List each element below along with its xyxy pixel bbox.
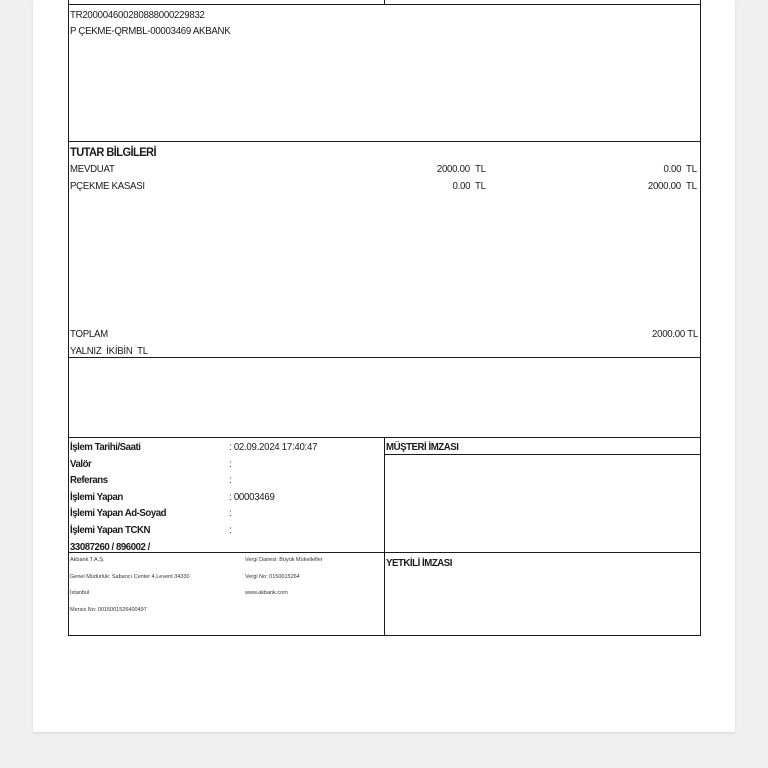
amount-row-col1: 0.00 — [452, 180, 470, 192]
amount-row-col2: 0.00 — [663, 163, 681, 175]
field-value-operator: : 00003469 — [229, 491, 275, 503]
written-amount: YALNIZ İKİBİN TL — [70, 345, 148, 357]
total-value: 2000.00 TL — [652, 328, 698, 340]
frame-left-border — [68, 0, 69, 636]
field-value-date: : 02.09.2024 17:40:47 — [229, 441, 318, 453]
amount-row-col2-currency: TL — [686, 163, 697, 175]
amount-row-col1-currency: TL — [475, 180, 486, 192]
field-value-operator-tckn: : — [229, 524, 232, 536]
field-value-operator-name: : — [229, 507, 232, 519]
amount-row-label: PÇEKME KASASI — [70, 180, 145, 192]
customer-signature-underline — [384, 454, 701, 455]
amounts-divider — [68, 141, 701, 142]
amount-row-col1-currency: TL — [475, 163, 486, 175]
footer-tax-office: Vergi Dairesi: Büyük Mükellefler — [245, 557, 323, 563]
amount-row-col2: 2000.00 — [648, 180, 681, 192]
amount-row-label: MEVDUAT — [70, 163, 115, 175]
authorized-signature-label: YETKİLİ İMZASI — [386, 557, 453, 569]
footer-tax-number: Vergi No: 0150015264 — [245, 574, 300, 580]
total-label: TOPLAM — [70, 328, 108, 340]
iban-text: TR200004600280888000229832 — [70, 9, 205, 21]
field-label-operator: İşlemi Yapan — [70, 491, 123, 503]
footer-website: www.akbank.com — [245, 590, 288, 596]
frame-right-border — [700, 0, 701, 636]
transaction-description: P ÇEKME-QRMBL-00003469 AKBANK — [70, 25, 231, 37]
field-label-operator-tckn: İşlemi Yapan TCKN — [70, 524, 151, 536]
customer-signature-label: MÜŞTERİ İMZASI — [386, 441, 459, 453]
transaction-code: 33087260 / 896002 / — [70, 541, 150, 553]
signature-vertical-divider — [384, 437, 385, 636]
footer-address: Genel Müdürlük: Sabancı Center 4.Levent 34330 — [70, 574, 190, 580]
field-label-valor: Valör — [70, 458, 92, 470]
field-value-reference: : — [229, 474, 232, 486]
field-label-reference: Referans — [70, 474, 108, 486]
amount-row-col2-currency: TL — [686, 180, 697, 192]
top-divider — [68, 4, 701, 5]
amounts-title: TUTAR BİLGİLERİ — [70, 145, 156, 159]
top-stub-divider — [384, 0, 385, 4]
field-label-operator-name: İşlemi Yapan Ad-Soyad — [70, 507, 167, 519]
total-divider — [68, 357, 701, 358]
amount-row-col1: 2000.00 — [437, 163, 470, 175]
field-label-date: İşlem Tarihi/Saati — [70, 441, 141, 453]
footer-divider — [68, 552, 701, 553]
field-value-valor: : — [229, 458, 232, 470]
footer-city: İstanbul — [70, 590, 90, 596]
footer-mersis: Mersis No: 0015001526400497 — [70, 607, 147, 613]
footer-company-name: Akbank T.A.Ş. — [70, 557, 105, 563]
